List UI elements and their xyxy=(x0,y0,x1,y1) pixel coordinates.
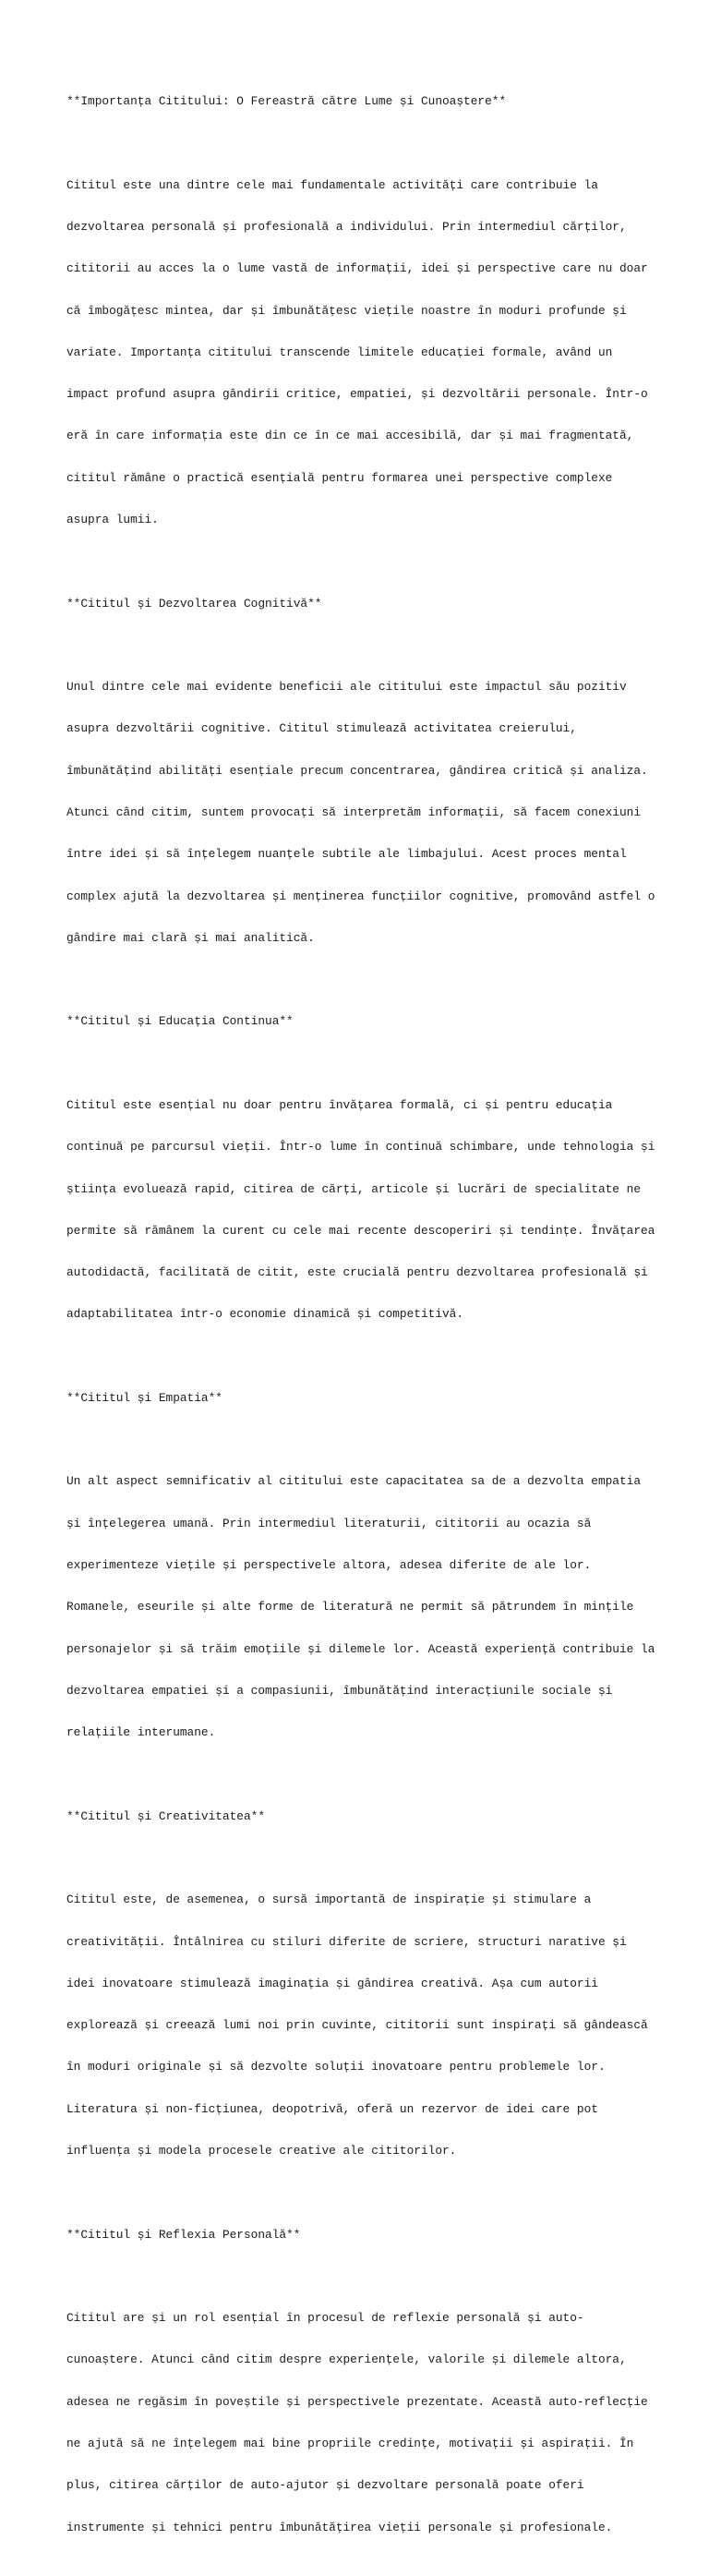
paragraph-line: Literatura și non-ficțiunea, deopotrivă, oferă un rezervor de idei care pot xyxy=(66,2101,598,2116)
paragraph-line: creativității. Întâlnirea cu stiluri diferite de scriere, structuri narative și xyxy=(66,1934,627,1949)
paragraph-line: cunoaștere. Atunci când citim despre experiențele, valorile și dilemele altora, xyxy=(66,2352,627,2367)
paragraph-line: dezvoltarea personală și profesională a individului. Prin intermediul cărților, xyxy=(66,220,627,235)
paragraph-line: în moduri originale și să dezvolte soluții inovatoare pentru problemele lor. xyxy=(66,2060,606,2074)
document-page xyxy=(66,67,657,2576)
document-title xyxy=(66,67,657,136)
paragraph-line: și înțelegerea umană. Prin intermediul literaturii, cititorii au ocazia să xyxy=(66,1516,592,1530)
section-heading-text: **Cititul și Empatia** xyxy=(66,1390,222,1405)
intro-paragraph xyxy=(66,151,657,555)
section-paragraph xyxy=(66,1446,657,1767)
paragraph-line: personajelor și să trăim emoțiile și dilemele lor. Această experiență contribuie la xyxy=(66,1641,655,1656)
paragraph-line: Romanele, eseurile și alte forme de literatură ne permit să pătrundem în mințile xyxy=(66,1600,634,1615)
paragraph-line: ne ajută să ne înțelegem mai bine propriile credințe, motivații și aspirații. În xyxy=(66,2436,634,2450)
section-heading-text: **Cititul și Reflexia Personală** xyxy=(66,2227,301,2242)
paragraph-line: Unul dintre cele mai evidente beneficii ale cititului este impactul său pozitiv xyxy=(66,680,627,695)
paragraph-line: Cititul este esențial nu doar pentru învățarea formală, ci și pentru educația xyxy=(66,1097,613,1112)
section-heading-text: **Cititul și Educația Continua** xyxy=(66,1014,294,1029)
paragraph-line: dezvoltarea empatiei și a compasiunii, îmbunătățind interacțiunile sociale și xyxy=(66,1683,613,1698)
paragraph-line: cititorii au acces la o lume vastă de informații, idei și perspective care nu doar xyxy=(66,261,648,276)
section-heading-text: **Cititul și Creativitatea** xyxy=(66,1808,266,1823)
paragraph-line: asupra dezvoltării cognitive. Cititul stimulează activitatea creierului, xyxy=(66,721,577,736)
section-paragraph xyxy=(66,1865,657,2185)
paragraph-line: impact profund asupra gândirii critice, empatiei, și dezvoltării personale. Într-o xyxy=(66,387,648,402)
paragraph-line: cititul rămâne o practică esențială pentru formarea unei perspective complexe xyxy=(66,470,613,485)
paragraph-line: Cititul are și un rol esențial în procesul de reflexie personală și auto- xyxy=(66,2311,584,2326)
paragraph-line: permite să rămânem la curent cu cele mai recente descoperiri și tendințe. Învățarea xyxy=(66,1223,655,1238)
paragraph-line: plus, citirea cărților de auto-ajutor și dezvoltare personală poate oferi xyxy=(66,2478,584,2493)
document-title-text: **Importanța Cititului: O Fereastră către Lume și Cunoaștere** xyxy=(66,94,507,109)
section-paragraph xyxy=(66,652,657,973)
paragraph-line: Atunci când citim, suntem provocați să interpretăm informații, să facem conexiuni xyxy=(66,804,642,819)
section-paragraph xyxy=(66,1070,657,1349)
paragraph-line: autodidactă, facilitată de citit, este crucială pentru dezvoltarea profesională și xyxy=(66,1265,648,1280)
paragraph-line: gândire mai clară și mai analitică. xyxy=(66,930,315,945)
paragraph-line: că îmbogățesc mintea, dar și îmbunătățesc viețile noastre în moduri profunde și xyxy=(66,303,627,318)
paragraph-line: idei inovatoare stimulează imaginația și gândirea creativă. Așa cum autorii xyxy=(66,1976,598,1990)
paragraph-line: continuă pe parcursul vieții. Într-o lume în continuă schimbare, unde tehnologia și xyxy=(66,1140,655,1155)
section-paragraph xyxy=(66,2283,657,2562)
paragraph-line: Cititul este una dintre cele mai fundamentale activități care contribuie la xyxy=(66,177,598,192)
paragraph-line: instrumente și tehnici pentru îmbunătățirea vieții personale și profesionale. xyxy=(66,2520,613,2534)
paragraph-line: asupra lumii. xyxy=(66,513,159,526)
paragraph-line: complex ajută la dezvoltarea și menținerea funcțiilor cognitive, promovând astfel o xyxy=(66,889,655,903)
section-heading xyxy=(66,2199,657,2268)
section-heading xyxy=(66,568,657,637)
paragraph-line: știința evoluează rapid, citirea de cărți, articole și lucrări de specialitate ne xyxy=(66,1181,642,1196)
paragraph-line: explorează și creează lumi noi prin cuvinte, cititorii sunt inspirați să gândească xyxy=(66,2018,648,2033)
paragraph-line: variate. Importanța cititului transcende limitele educației formale, având un xyxy=(66,345,613,359)
paragraph-line: Un alt aspect semnificativ al cititului este capacitatea sa de a dezvolta empatia xyxy=(66,1474,642,1489)
paragraph-line: adaptabilitatea într-o economie dinamică și competitivă. xyxy=(66,1307,464,1322)
section-heading xyxy=(66,1363,657,1433)
paragraph-line: influența și modela procesele creative ale cititorilor. xyxy=(66,2143,457,2158)
paragraph-line: experimenteze viețile și perspectivele altora, adesea diferite de ale lor. xyxy=(66,1558,592,1573)
paragraph-line: adesea ne regăsim în poveștile și perspectivele prezentate. Această auto-reflecție xyxy=(66,2394,648,2409)
paragraph-line: îmbunătățind abilități esențiale precum concentrarea, gândirea critică și analiza. xyxy=(66,763,648,778)
paragraph-line: relațiile interumane. xyxy=(66,1725,216,1740)
paragraph-line: eră în care informația este din ce în ce mai accesibilă, dar și mai fragmentată, xyxy=(66,429,634,443)
section-heading xyxy=(66,1782,657,1851)
paragraph-line: între idei și să înțelegem nuanțele subtile ale limbajului. Acest proces mental xyxy=(66,847,627,862)
section-heading xyxy=(66,986,657,1056)
section-heading-text: **Cititul și Dezvoltarea Cognitivă** xyxy=(66,596,322,611)
paragraph-line: Cititul este, de asemenea, o sursă importantă de inspirație și stimulare a xyxy=(66,1893,592,1907)
